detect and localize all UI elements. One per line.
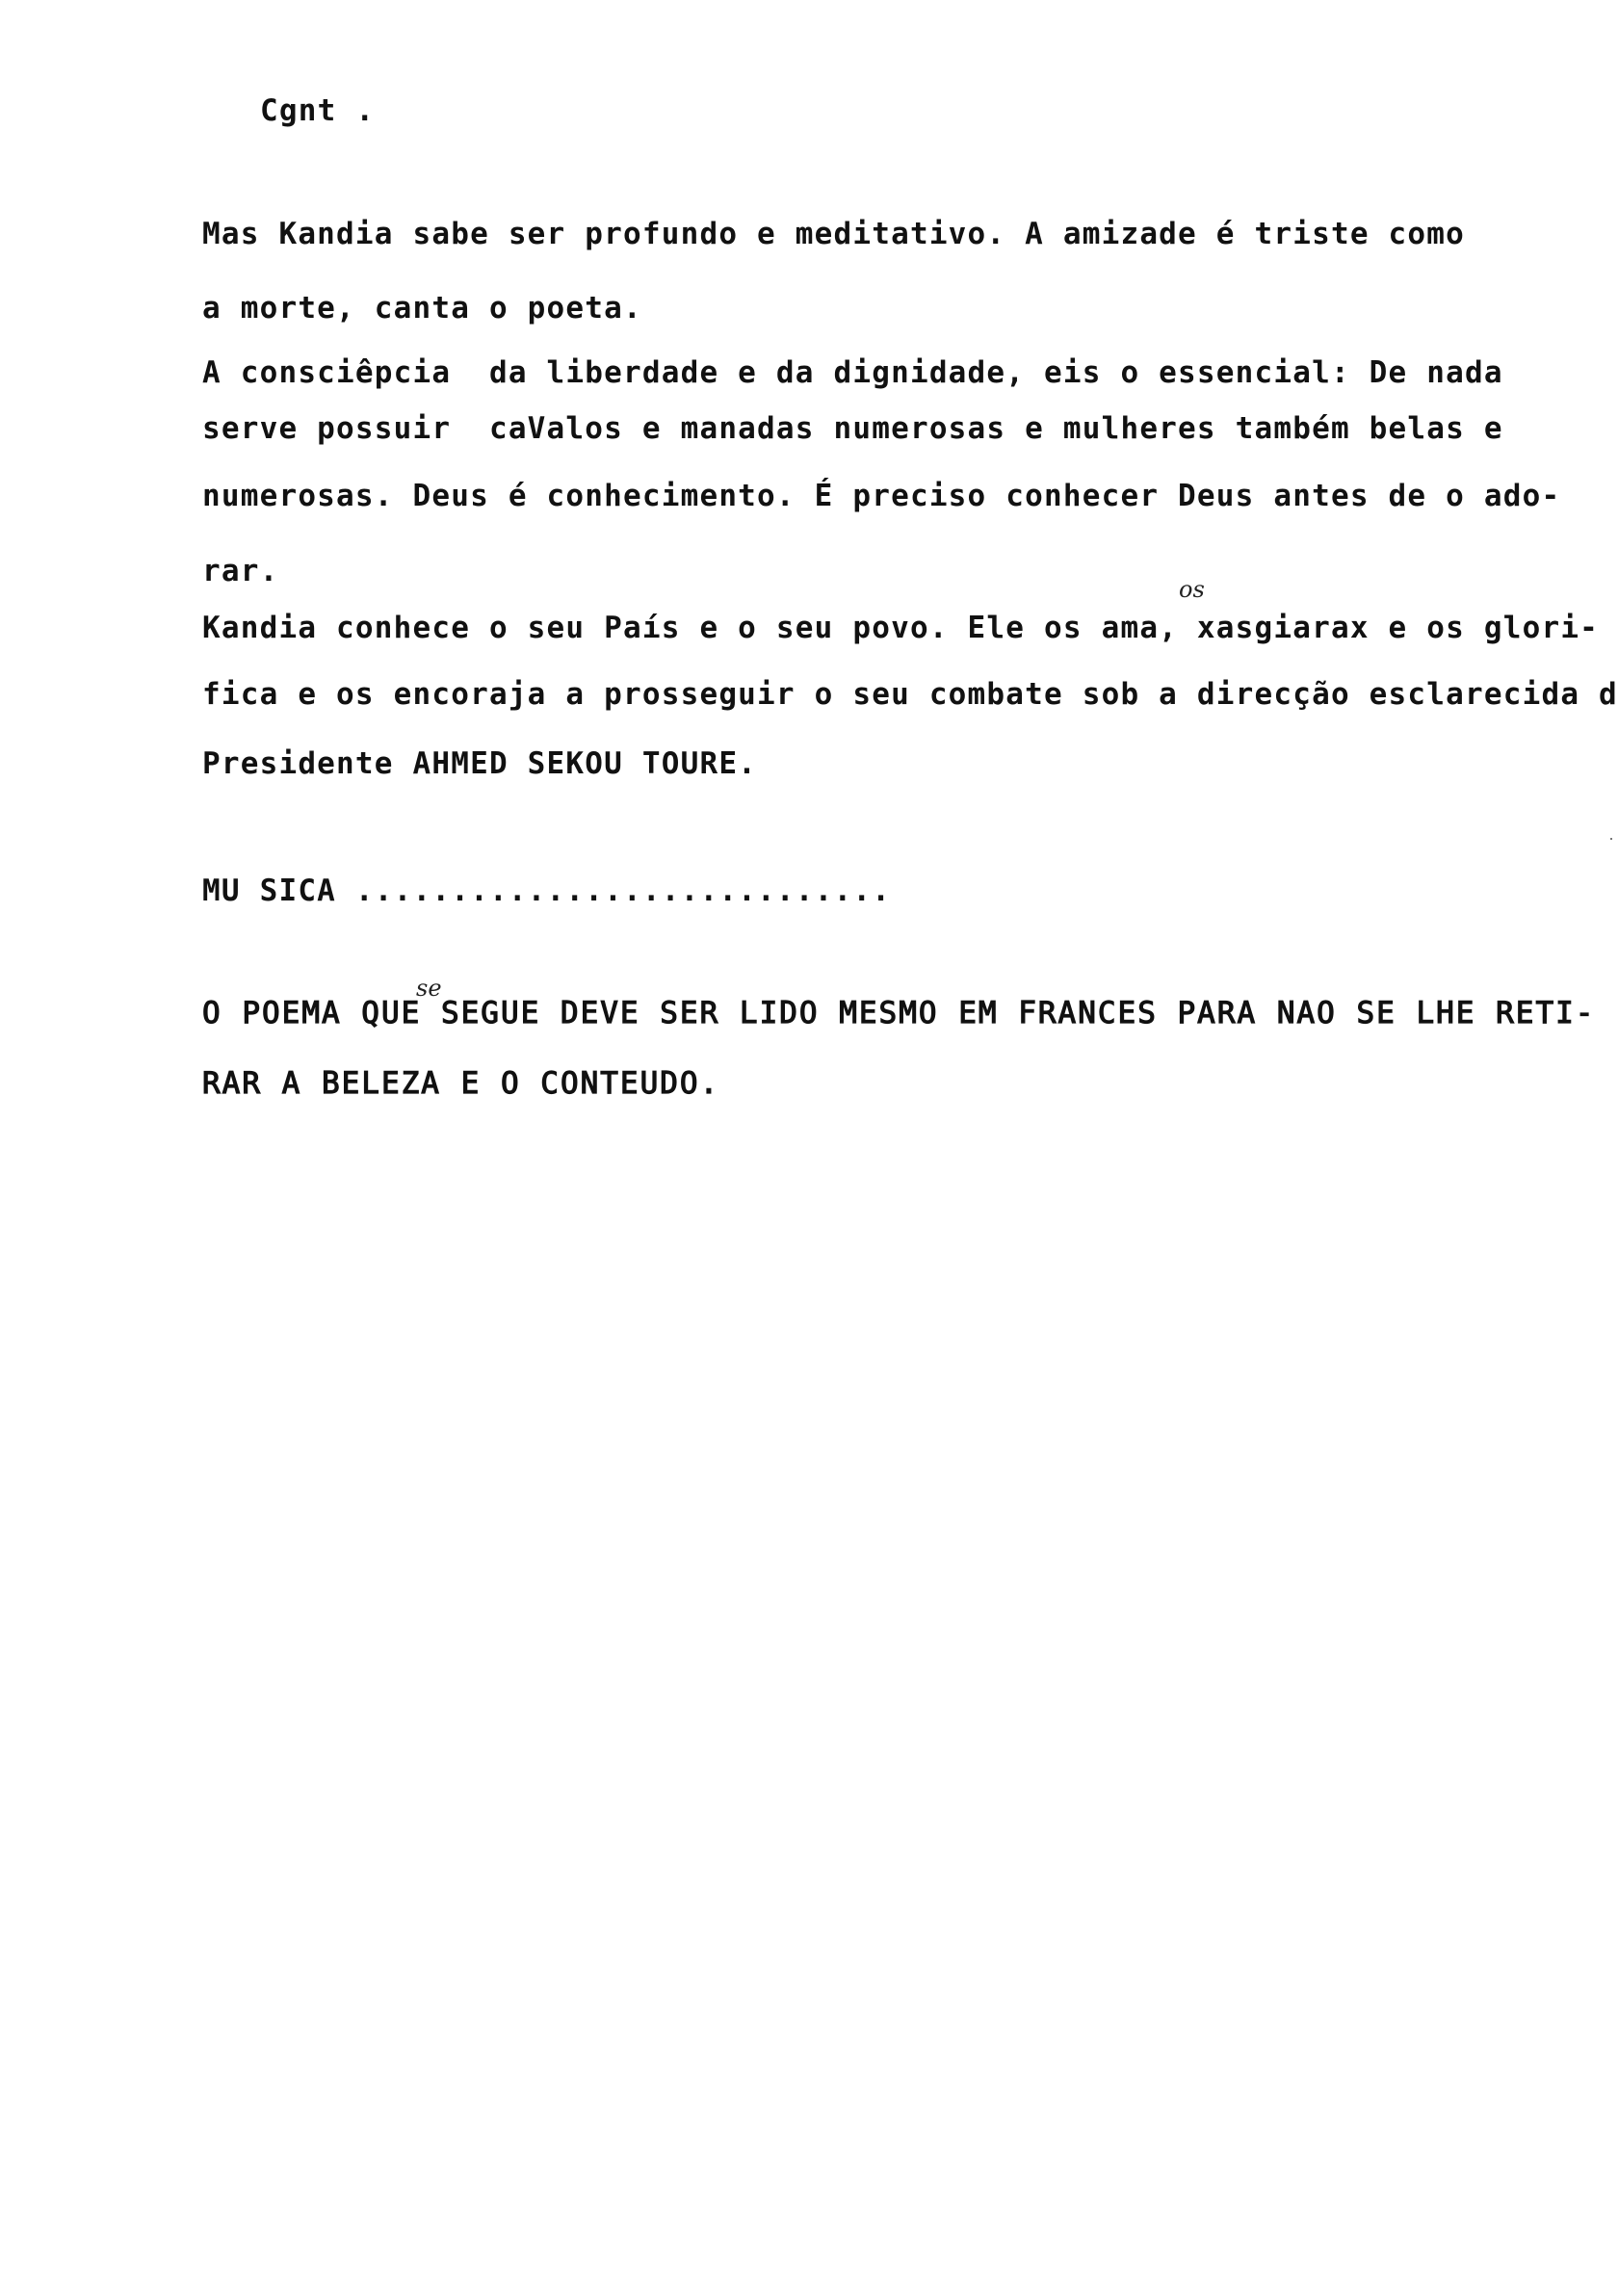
paragraph-line: a morte, canta o poeta. <box>202 291 642 326</box>
handwritten-annotation: os <box>1179 576 1205 603</box>
paragraph-line: rar. <box>202 554 279 588</box>
scan-speck <box>1610 838 1612 840</box>
music-line: MU SICA ............................ <box>202 874 892 908</box>
note-line: O POEMA QUE SEGUE DEVE SER LIDO MESMO EM FRANCES PARA NAO SE LHE RETI- <box>202 996 1596 1031</box>
paragraph-line: Mas Kandia sabe ser profundo e meditativo. A amizade é triste como <box>202 217 1465 251</box>
page-header: Cgnt . <box>260 93 376 128</box>
note-line: RAR A BELEZA E O CONTEUDO. <box>202 1066 720 1101</box>
paragraph-line: numerosas. Deus é conhecimento. É preciso conhecer Deus antes de o ado- <box>202 479 1561 513</box>
handwritten-annotation: se <box>416 975 442 1002</box>
paragraph-line: A consciêpcia da liberdade e da dignidade, eis o essencial: De nada <box>202 355 1503 390</box>
paragraph-line: Presidente AHMED SEKOU TOURE. <box>202 746 758 781</box>
paragraph-line: Kandia conhece o seu País e o seu povo. Ele os ama, xasgiarax e os glori- <box>202 611 1600 645</box>
paragraph-line: serve possuir caValos e manadas numerosas e mulheres também belas e <box>202 411 1503 446</box>
paragraph-line: fica e os encoraja a prosseguir o seu combate sob a direcção esclarecida d <box>202 677 1618 712</box>
